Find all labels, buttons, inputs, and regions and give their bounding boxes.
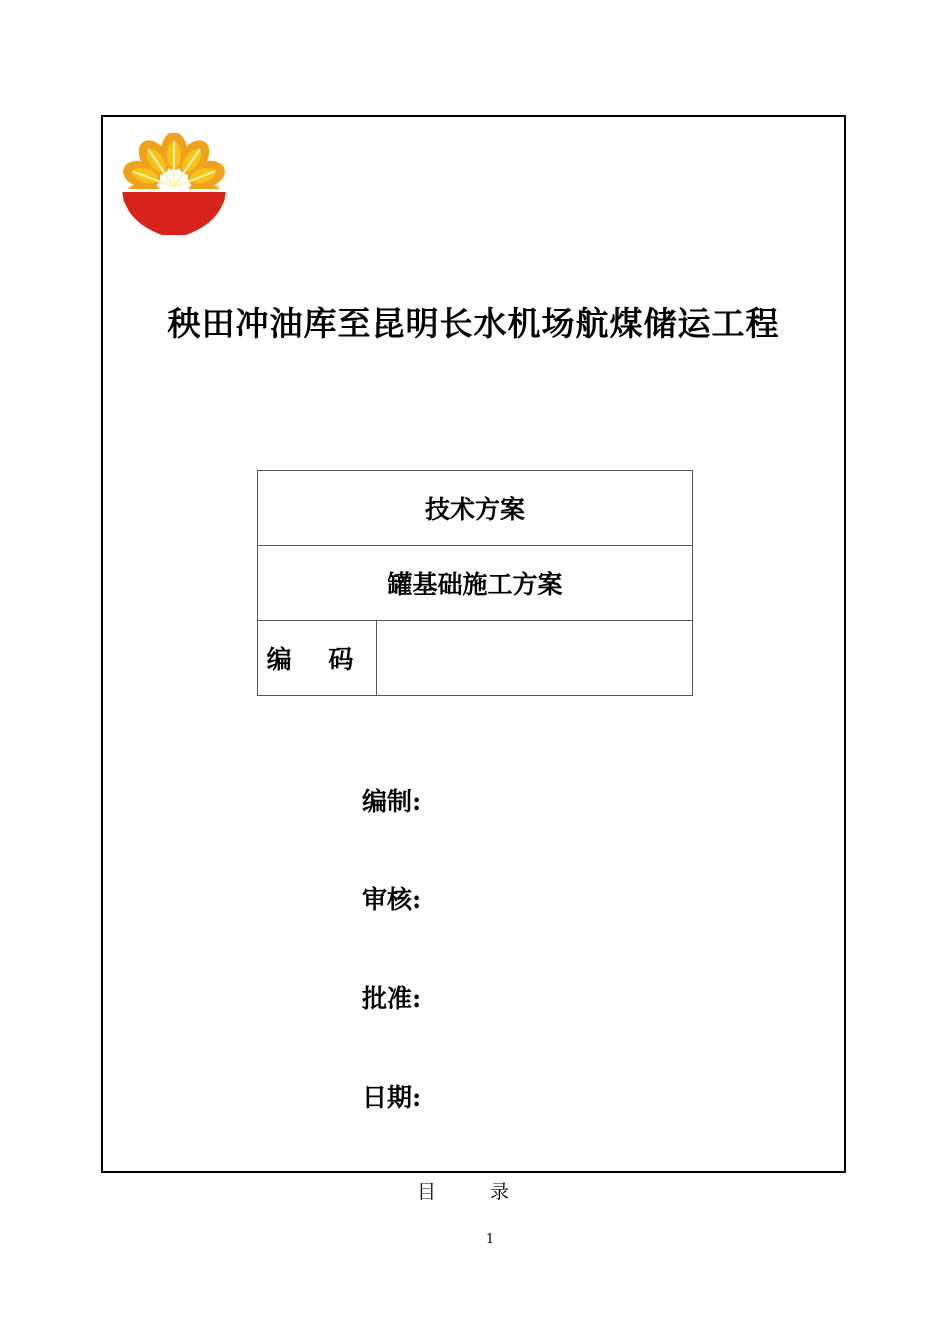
date-label: 日期: <box>362 1083 422 1112</box>
page-number: 1 <box>485 1232 495 1247</box>
code-label: 编 码 <box>258 621 377 696</box>
petrochina-logo-icon <box>120 133 228 237</box>
reviewed-by-label: 审核: <box>362 885 422 914</box>
project-title: 秧田冲油库至昆明长水机场航煤储运工程 <box>167 304 780 343</box>
approved-by-label: 批准: <box>362 984 422 1013</box>
toc-heading: 目 录 <box>416 1181 534 1203</box>
code-value <box>377 621 693 696</box>
doc-type-cell: 技术方案 <box>258 471 693 546</box>
document-info-table <box>257 470 693 696</box>
doc-name-cell: 罐基础施工方案 <box>258 546 693 621</box>
prepared-by-label: 编制: <box>362 787 422 816</box>
